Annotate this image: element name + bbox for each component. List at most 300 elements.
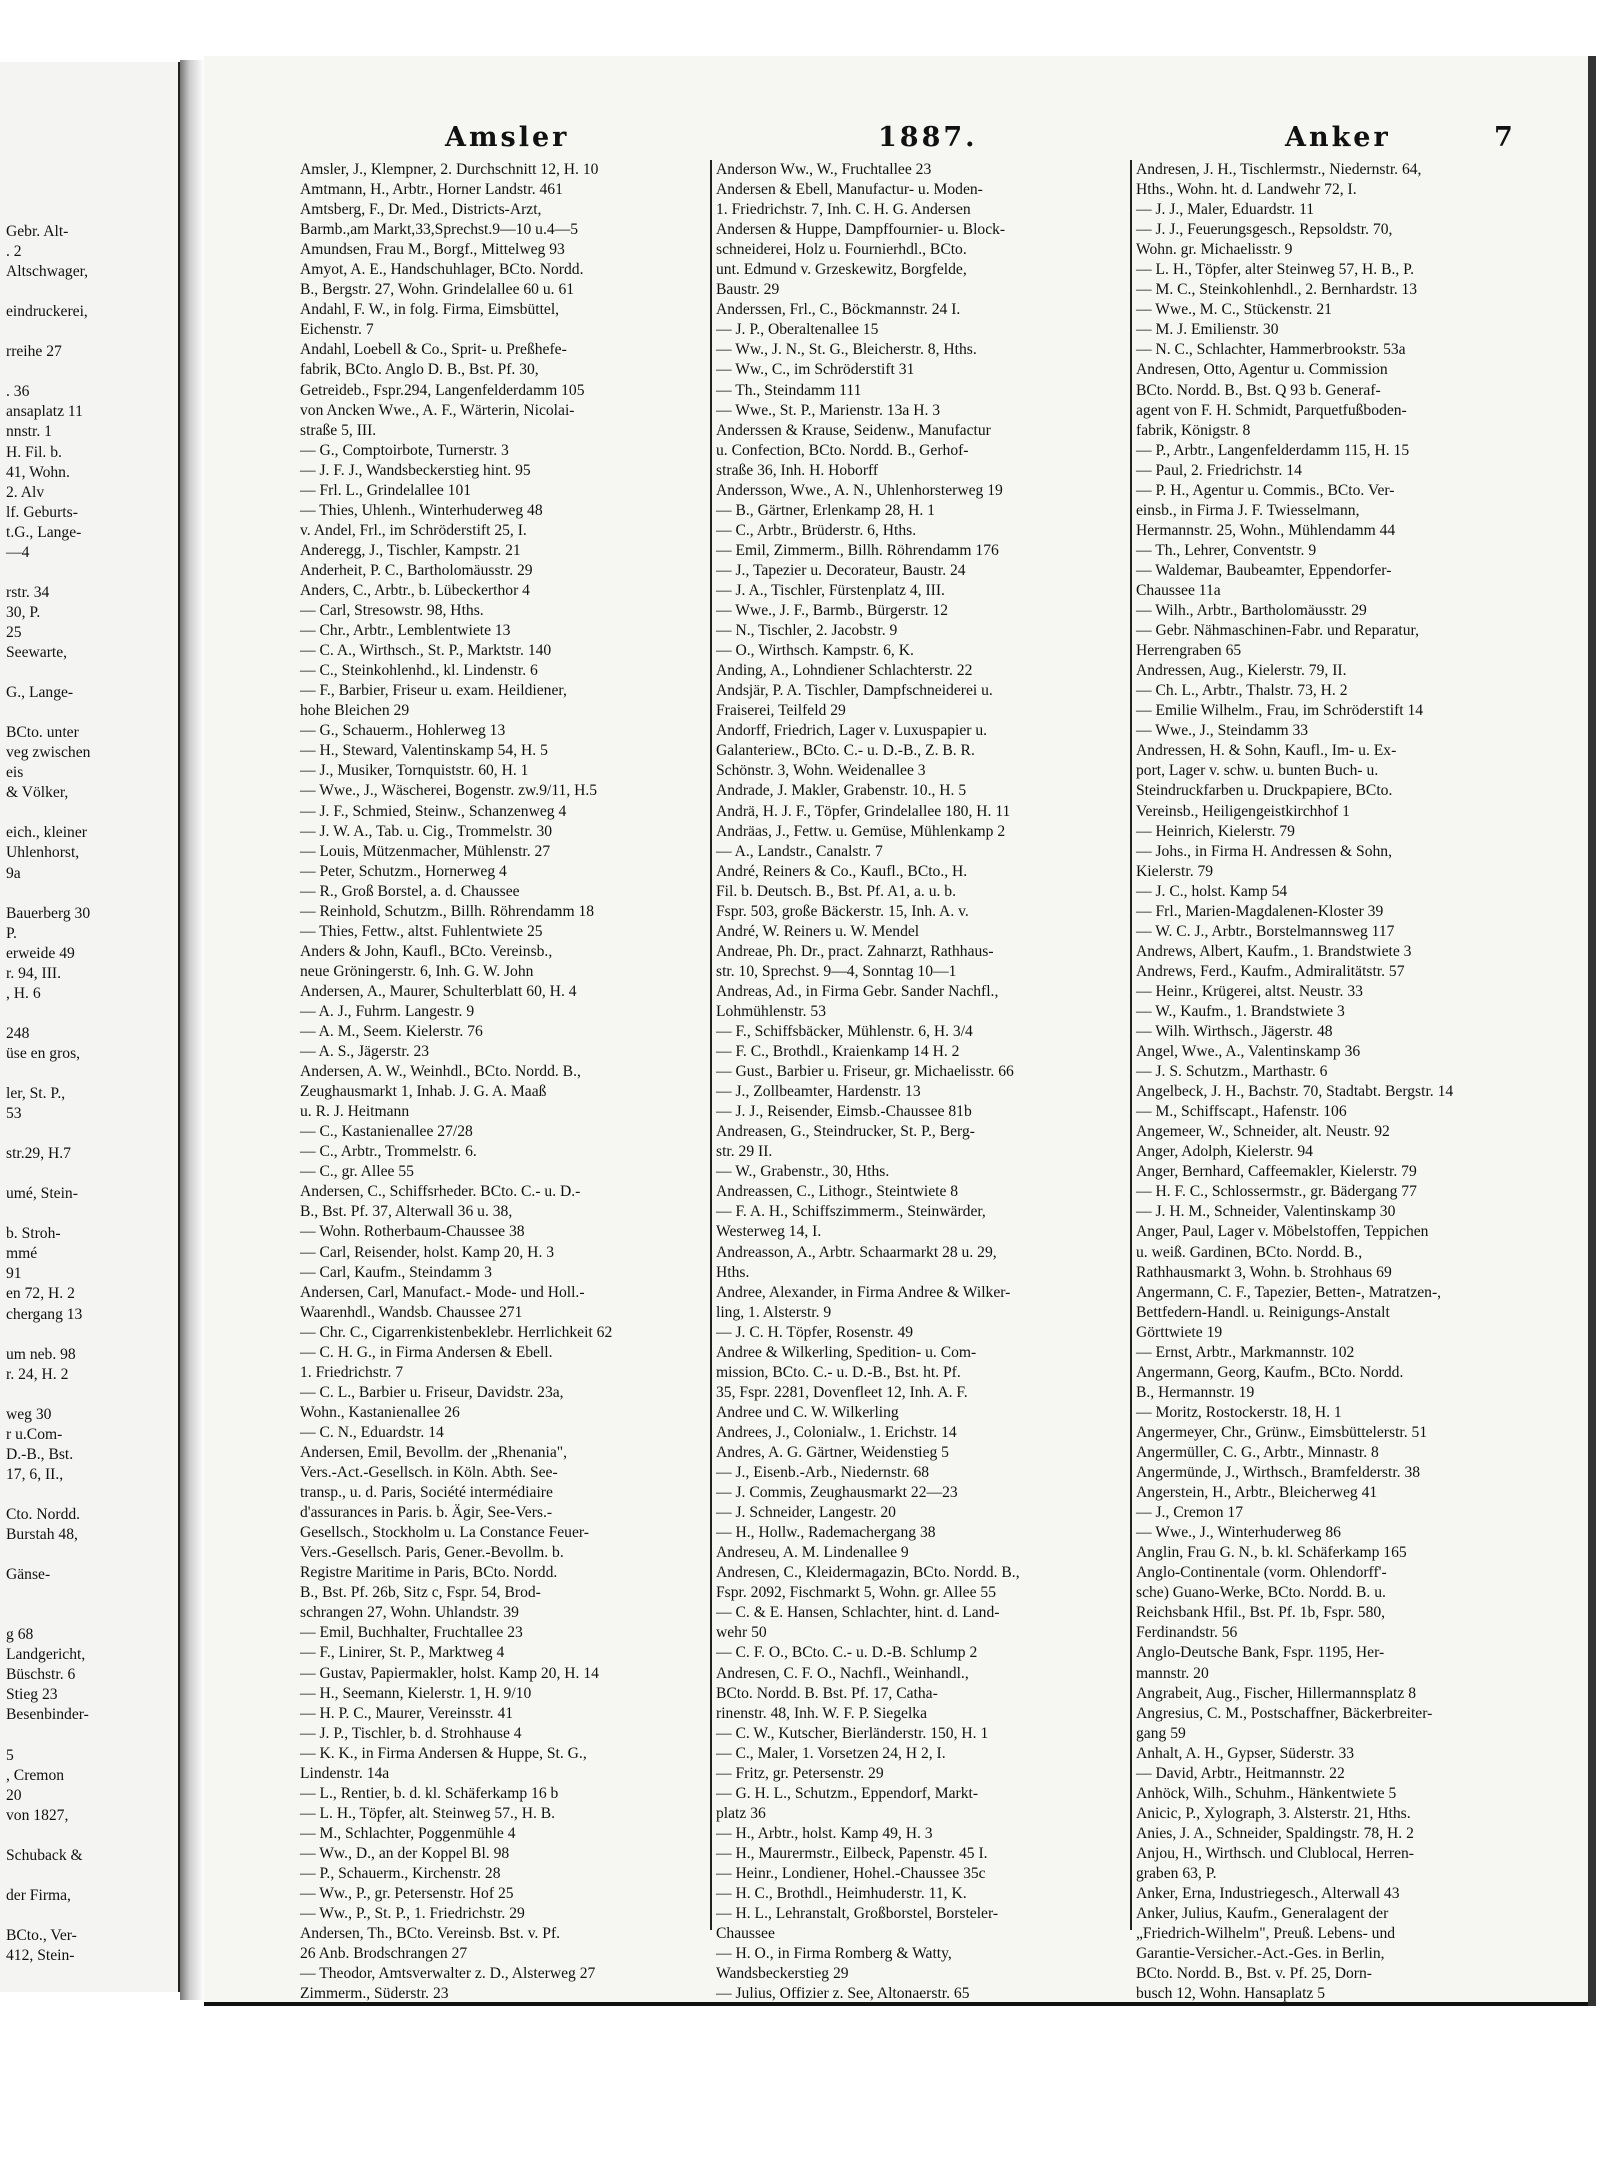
directory-column-2 — [716, 160, 1128, 2003]
column-rule-2 — [1130, 160, 1132, 1930]
directory-entry-line: — H., Maurermstr., Eilbeck, Papenstr. 45 I. — [716, 1844, 988, 1862]
directory-entry-line: Wohn. gr. Michaelisstr. 9 — [1136, 241, 1293, 259]
directory-entry-line: — A. J., Fuhrm. Langestr. 9 — [300, 1002, 475, 1020]
directory-column-1 — [300, 160, 712, 2003]
directory-entry-line: Angermann, Georg, Kaufm., BCto. Nordd. — [1136, 1363, 1404, 1381]
directory-entry-line: — Paul, 2. Friedrichstr. 14 — [1136, 461, 1302, 479]
fragment-line: eich., kleiner — [6, 824, 87, 842]
directory-entry-line: — J. Schneider, Langestr. 20 — [716, 1504, 896, 1522]
directory-entry-line: Angermeyer, Chr., Grünw., Eimsbüttelerstr. 51 — [1136, 1423, 1428, 1441]
directory-entry-line: — J. Commis, Zeughausmarkt 22—23 — [716, 1484, 958, 1502]
directory-entry-line: platz 36 — [716, 1804, 766, 1822]
directory-entry-line: — C. N., Eduardstr. 14 — [300, 1423, 444, 1441]
directory-entry-line: — B., Gärtner, Erlenkamp 28, H. 1 — [716, 501, 935, 519]
directory-entry-line: — M. J. Emilienstr. 30 — [1136, 321, 1279, 339]
directory-entry-line: Anders, C., Arbtr., b. Lübeckerthor 4 — [300, 581, 530, 599]
directory-entry-line: — Wilh. Wirthsch., Jägerstr. 48 — [1136, 1023, 1333, 1041]
directory-entry-line: „Friedrich-Wilhelm", Preuß. Lebens- und — [1136, 1925, 1396, 1943]
directory-entry-line: — Emil, Zimmerm., Billh. Röhrendamm 176 — [716, 541, 999, 559]
fragment-line: Stieg 23 — [6, 1686, 58, 1704]
directory-entry-line: — J. J., Feuerungsgesch., Repsoldstr. 70, — [1136, 221, 1393, 239]
directory-entry-line: — Louis, Mützenmacher, Mühlenstr. 27 — [300, 842, 551, 860]
fragment-line — [6, 1585, 176, 1605]
directory-entry-line: u. R. J. Heitmann — [300, 1103, 410, 1121]
directory-entry-line: — Fritz, gr. Petersenstr. 29 — [716, 1764, 884, 1782]
directory-entry-line: — P., Schauerm., Kirchenstr. 28 — [300, 1864, 501, 1882]
directory-entry-line: 1. Friedrichstr. 7, Inh. C. H. G. Andersen — [716, 201, 971, 219]
directory-entry-line: — Wohn. Rotherbaum-Chaussee 38 — [300, 1223, 525, 1241]
directory-entry-line: — Ww., D., an der Koppel Bl. 98 — [300, 1844, 510, 1862]
fragment-line: Seewarte, — [6, 643, 68, 661]
directory-entry-line: — C. & E. Hansen, Schlachter, hint. d. Land- — [716, 1604, 1000, 1622]
directory-entry-line: Wohn., Kastanienallee 26 — [300, 1403, 460, 1421]
directory-entry-line: Zimmerm., Süderstr. 23 — [300, 1985, 449, 2003]
directory-entry-line: — Wilh., Arbtr., Bartholomäusstr. 29 — [1136, 602, 1367, 620]
directory-entry-line: — Carl, Stresowstr. 98, Hths. — [300, 602, 484, 620]
directory-entry-line: — J. F., Schmied, Steinw., Schanzenweg 4 — [300, 802, 567, 820]
directory-entry-line: Anderegg, J., Tischler, Kampstr. 21 — [300, 541, 521, 559]
directory-column-3 — [1136, 160, 1548, 2003]
fragment-line: rreihe 27 — [6, 343, 62, 361]
directory-entry-line: Wandsbeckerstieg 29 — [716, 1965, 849, 1983]
directory-entry-line: — Gustav, Papiermakler, holst. Kamp 20, H. 14 — [300, 1664, 599, 1682]
directory-entry-line: Angrabeit, Aug., Fischer, Hillermannsplatz 8 — [1136, 1684, 1417, 1702]
directory-entry-line: Amtmann, H., Arbtr., Horner Landstr. 461 — [300, 181, 563, 199]
directory-entry-line: — H., Steward, Valentinskamp 54, H. 5 — [300, 742, 548, 760]
fragment-line — [6, 282, 176, 302]
directory-entry-line: — M., Schiffscapt., Hafenstr. 106 — [1136, 1103, 1347, 1121]
directory-entry-line: Vers.-Gesellsch. Paris, Gener.-Bevollm. b. — [300, 1544, 564, 1562]
fragment-line: mmé — [6, 1245, 38, 1263]
directory-entry-line: Angerstein, H., Arbtr., Bleicherweg 41 — [1136, 1484, 1378, 1502]
directory-entry-line: — P. H., Agentur u. Commis., BCto. Ver- — [1136, 481, 1395, 499]
fragment-line: lf. Geburts- — [6, 503, 78, 521]
directory-entry-line: — Heinr., Londiener, Hohel.-Chaussee 35c — [716, 1864, 986, 1882]
directory-entry-line: — L. H., Töpfer, alter Steinweg 57, H. B., P. — [1136, 261, 1415, 279]
page-edge — [1588, 56, 1596, 2006]
fragment-line: Besenbinder- — [6, 1706, 89, 1724]
directory-entry-line: 1. Friedrichstr. 7 — [300, 1363, 404, 1381]
directory-entry-line: — Gebr. Nähmaschinen-Fabr. und Reparatur, — [1136, 622, 1420, 640]
directory-entry-line: — W., Grabenstr., 30, Hths. — [716, 1163, 890, 1181]
directory-entry-line: Anies, J. A., Schneider, Spaldingstr. 78, H. 2 — [1136, 1824, 1414, 1842]
directory-entry-line: port, Lager v. schw. u. bunten Buch- u. — [1136, 762, 1379, 780]
directory-entry-line: — W., Kaufm., 1. Brandstwiete 3 — [1136, 1002, 1345, 1020]
fragment-line: Uhlenhorst, — [6, 844, 80, 862]
directory-entry-line: von Ancken Wwe., A. F., Wärterin, Nicolai- — [300, 401, 575, 419]
directory-entry-line: — R., Groß Borstel, a. d. Chaussee — [300, 882, 520, 900]
directory-entry-line: B., Bergstr. 27, Wohn. Grindelallee 60 u. 61 — [300, 281, 575, 299]
previous-page-fragment — [0, 62, 180, 1992]
directory-entry-line: Andersen, Th., BCto. Vereinsb. Bst. v. Pf. — [300, 1925, 561, 1943]
directory-entry-line: wehr 50 — [716, 1624, 767, 1642]
directory-entry-line: Andrä, H. J. F., Töpfer, Grindelallee 180, H. 11 — [716, 802, 1011, 820]
directory-entry-line: Vereinsb., Heiligengeistkirchhof 1 — [1136, 802, 1350, 820]
directory-entry-line: busch 12, Wohn. Hansaplatz 5 — [1136, 1985, 1326, 2003]
directory-entry-line: — Emil, Buchhalter, Fruchtallee 23 — [300, 1624, 523, 1642]
directory-entry-line: BCto. Nordd. B. Bst. Pf. 17, Catha- — [716, 1684, 938, 1702]
directory-entry-line: — H. P. C., Maurer, Vereinsstr. 41 — [300, 1704, 514, 1722]
directory-entry-line: Andresen, J. H., Tischlermstr., Niedernstr. 64, — [1136, 161, 1422, 178]
directory-entry-line: — M. C., Steinkohlenhdl., 2. Bernhardstr. 13 — [1136, 281, 1418, 299]
directory-entry-line: Andorff, Friedrich, Lager v. Luxuspapier u. — [716, 722, 988, 740]
fragment-line: ler, St. P., — [6, 1085, 66, 1103]
directory-entry-line: — Gust., Barbier u. Friseur, gr. Michaelisstr. 66 — [716, 1063, 1014, 1081]
directory-entry-line: Vers.-Act.-Gesellsch. in Köln. Abth. See- — [300, 1464, 558, 1482]
fragment-line: 5 — [6, 1746, 14, 1764]
directory-entry-line: Anderssen, Frl., C., Böckmannstr. 24 I. — [716, 301, 961, 319]
fragment-line: 20 — [6, 1786, 22, 1804]
directory-entry-line: Baustr. 29 — [716, 281, 780, 299]
directory-entry-line: — J. F. J., Wandsbeckerstieg hint. 95 — [300, 461, 531, 479]
directory-entry-line: 26 Anb. Brodschrangen 27 — [300, 1945, 468, 1963]
directory-entry-line: — Reinhold, Schutzm., Billh. Röhrendamm 18 — [300, 902, 595, 920]
fragment-line: 41, Wohn. — [6, 463, 70, 481]
fragment-line: r u.Com- — [6, 1425, 63, 1443]
fragment-line — [6, 1545, 176, 1565]
fragment-line — [6, 1204, 176, 1224]
directory-entry-line: Chaussee — [716, 1925, 775, 1943]
fragment-line — [6, 703, 176, 723]
directory-entry-line: Andsjär, P. A. Tischler, Dampfschneiderei u. — [716, 682, 993, 700]
directory-entry-line: — Ww., C., im Schröderstift 31 — [716, 361, 915, 379]
directory-entry-line: Andresen, C., Kleidermagazin, BCto. Nordd. B., — [716, 1564, 1020, 1582]
directory-entry-line: neue Gröningerstr. 6, Inh. G. W. John — [300, 962, 534, 980]
directory-entry-line: Fspr. 2092, Fischmarkt 5, Wohn. gr. Allee 55 — [716, 1584, 997, 1602]
directory-entry-line: — Heinrich, Kielerstr. 79 — [1136, 822, 1295, 840]
directory-entry-line: — Wwe., J., Steindamm 33 — [1136, 722, 1309, 740]
directory-entry-line: Andersen, A. W., Weinhdl., BCto. Nordd. B., — [300, 1063, 581, 1081]
directory-entry-line: — Wwe., St. P., Marienstr. 13a H. 3 — [716, 401, 941, 419]
directory-entry-line: — Frl., Marien-Magdalenen-Kloster 39 — [1136, 902, 1384, 920]
directory-entry-line: Zeughausmarkt 1, Inhab. J. G. A. Maaß — [300, 1083, 547, 1101]
fragment-line: r. 24, H. 2 — [6, 1365, 69, 1383]
directory-entry-line: straße 36, Inh. H. Hoborff — [716, 461, 879, 479]
directory-entry-line: — Wwe., J., Winterhuderweg 86 — [1136, 1524, 1341, 1542]
directory-entry-line: Anker, Julius, Kaufm., Generalagent der — [1136, 1905, 1389, 1923]
directory-entry-line: — A. M., Seem. Kielerstr. 76 — [300, 1023, 483, 1041]
directory-entry-line: Andreas, Ad., in Firma Gebr. Sander Nachfl., — [716, 982, 999, 1000]
directory-entry-line: Rathhausmarkt 3, Wohn. b. Strohhaus 69 — [1136, 1263, 1392, 1281]
directory-entry-line: u. weiß. Gardinen, BCto. Nordd. B., — [1136, 1243, 1363, 1261]
directory-entry-line: — L. H., Töpfer, alt. Steinweg 57., H. B. — [300, 1804, 556, 1822]
directory-entry-line: Steindruckfarben u. Druckpapiere, BCto. — [1136, 782, 1393, 800]
directory-entry-line: Andres, A. G. Gärtner, Weidenstieg 5 — [716, 1444, 949, 1461]
directory-entry-line: — W. C. J., Arbtr., Borstelmannsweg 117 — [1136, 922, 1395, 940]
directory-entry-line: André, W. Reiners u. W. Mendel — [716, 922, 920, 940]
directory-entry-line: — J., Cremon 17 — [1136, 1504, 1243, 1522]
directory-entry-line: v. Andel, Frl., im Schröderstift 25, I. — [300, 521, 527, 539]
directory-entry-line: Anders & John, Kaufl., BCto. Vereinsb., — [300, 942, 553, 960]
fragment-line: chergang 13 — [6, 1305, 83, 1323]
directory-entry-line: — J. C. H. Töpfer, Rosenstr. 49 — [716, 1323, 914, 1341]
fragment-line: Büschstr. 6 — [6, 1666, 76, 1684]
directory-entry-line: Andreassen, C., Lithogr., Steintwiete 8 — [716, 1183, 959, 1201]
page-number: 7 — [1494, 122, 1513, 153]
directory-entry-line: Andahl, F. W., in folg. Firma, Eimsbüttel, — [300, 301, 560, 319]
directory-entry-line: Hths. — [716, 1263, 750, 1281]
directory-entry-line: — N. C., Schlachter, Hammerbrookstr. 53a — [1136, 341, 1406, 359]
directory-entry-line: Angermann, C. F., Tapezier, Betten-, Matratzen-, — [1136, 1283, 1442, 1301]
directory-entry-line: Fraiserei, Teilfeld 29 — [716, 702, 846, 720]
directory-entry-line: Andersen, C., Schiffsrheder. BCto. C.- u. D.- — [300, 1183, 581, 1201]
fragment-line — [6, 1164, 176, 1184]
fragment-line: 9a — [6, 864, 21, 882]
directory-entry-line: Westerweg 14, I. — [716, 1223, 822, 1241]
fragment-line: 91 — [6, 1265, 22, 1283]
fragment-line: 30, P. — [6, 603, 41, 621]
directory-entry-line: — G., Comptoirbote, Turnerstr. 3 — [300, 441, 509, 459]
directory-entry-line: — Wwe., J. F., Barmb., Bürgerstr. 12 — [716, 602, 949, 620]
directory-entry-line: — Thies, Uhlenh., Winterhuderweg 48 — [300, 501, 543, 519]
fragment-line: 25 — [6, 623, 22, 641]
directory-entry-line: mission, BCto. C.- u. D.-B., Bst. ht. Pf. — [716, 1363, 961, 1381]
directory-entry-line: — C. W., Kutscher, Bierländerstr. 150, H. 1 — [716, 1724, 989, 1742]
directory-entry-line: Andree, Alexander, in Firma Andree & Wilker- — [716, 1283, 1011, 1301]
directory-entry-line: — J., Musiker, Tornquiststr. 60, H. 1 — [300, 762, 529, 780]
directory-entry-line: — J. P., Tischler, b. d. Strohhause 4 — [300, 1724, 522, 1742]
directory-entry-line: B., Bst. Pf. 26b, Sitz c, Fspr. 54, Brod- — [300, 1584, 541, 1602]
directory-entry-line: Andersson, Wwe., A. N., Uhlenhorsterweg 19 — [716, 481, 1003, 499]
directory-entry-line: Chaussee 11a — [1136, 581, 1221, 599]
directory-entry-line: Andersen, A., Maurer, Schulterblatt 60, H. 4 — [300, 982, 577, 1000]
directory-entry-line: Lindenstr. 14a — [300, 1764, 390, 1782]
directory-entry-line: Galanteriew., BCto. C.- u. D.-B., Z. B. R. — [716, 742, 975, 760]
directory-entry-line: Fil. b. Deutsch. B., Bst. Pf. A1, a. u. b. — [716, 882, 956, 900]
fragment-line: rstr. 34 — [6, 583, 50, 601]
directory-entry-line: Registre Maritime in Paris, BCto. Nordd. — [300, 1564, 558, 1582]
fragment-line: P. — [6, 924, 17, 942]
directory-entry-line: — Ww., P., St. P., 1. Friedrichstr. 29 — [300, 1905, 525, 1923]
fragment-line — [6, 1726, 176, 1746]
fragment-line — [6, 663, 176, 683]
directory-entry-line: Herrengraben 65 — [1136, 642, 1242, 660]
directory-entry-line: fabrik, Königstr. 8 — [1136, 421, 1251, 439]
book-gutter — [180, 60, 204, 2000]
directory-entry-line: Kielerstr. 79 — [1136, 862, 1214, 880]
fragment-line — [6, 1325, 176, 1345]
fragment-line — [6, 362, 176, 382]
fragment-line: eis — [6, 764, 24, 782]
directory-entry-line: Anger, Bernhard, Caffeemakler, Kielerstr. 79 — [1136, 1163, 1417, 1181]
directory-entry-line: — Th., Lehrer, Conventstr. 9 — [1136, 541, 1317, 559]
directory-entry-line: ling, 1. Alsterstr. 9 — [716, 1303, 832, 1321]
directory-entry-line: Getreideb., Fspr.294, Langenfelderdamm 105 — [300, 381, 585, 399]
directory-entry-line: — J., Eisenb.-Arb., Niedernstr. 68 — [716, 1464, 930, 1482]
directory-entry-line: Angresius, C. M., Postschaffner, Bäckerbreiter- — [1136, 1704, 1433, 1722]
directory-entry-line: agent von F. H. Schmidt, Parquetfußboden- — [1136, 401, 1407, 419]
directory-entry-line: straße 5, III. — [300, 421, 377, 439]
directory-entry-line: Andreae, Ph. Dr., pract. Zahnarzt, Rathhaus- — [716, 942, 994, 960]
directory-entry-line: Anger, Adolph, Kielerstr. 94 — [1136, 1143, 1313, 1161]
directory-entry-line: — P., Arbtr., Langenfelderdamm 115, H. 15 — [1136, 441, 1410, 459]
directory-entry-line: Amundsen, Frau M., Borgf., Mittelweg 93 — [300, 241, 565, 259]
fragment-line: . 36 — [6, 383, 30, 401]
fragment-line — [6, 563, 176, 583]
fragment-line: von 1827, — [6, 1806, 69, 1824]
fragment-line: 248 — [6, 1024, 30, 1042]
directory-entry-line: Angermünde, J., Wirthsch., Bramfelderstr. 38 — [1136, 1464, 1421, 1482]
directory-entry-line: BCto. Nordd. B., Bst. Q 93 b. Generaf- — [1136, 381, 1381, 399]
directory-entry-line: — Emilie Wilhelm., Frau, im Schröderstift 14 — [1136, 702, 1424, 720]
column-rule-1 — [710, 160, 712, 1930]
directory-entry-line: Angemeer, W., Schneider, alt. Neustr. 92 — [1136, 1123, 1390, 1141]
fragment-line: nnstr. 1 — [6, 423, 52, 441]
directory-entry-line: — F., Barbier, Friseur u. exam. Heildiener, — [300, 682, 567, 700]
directory-entry-line: mannstr. 20 — [1136, 1664, 1209, 1682]
fragment-line — [6, 1866, 176, 1886]
directory-entry-line: Bettfedern-Handl. u. Reinigungs-Anstalt — [1136, 1303, 1390, 1321]
directory-entry-line: Amtsberg, F., Dr. Med., Districts-Arzt, — [300, 201, 542, 219]
directory-entry-line: — J. J., Reisender, Eimsb.-Chaussee 81b — [716, 1103, 972, 1121]
directory-entry-line: — A., Landstr., Canalstr. 7 — [716, 842, 883, 860]
fragment-line: Altschwager, — [6, 263, 89, 281]
directory-entry-line: — H., Hollw., Rademachergang 38 — [716, 1524, 936, 1542]
directory-entry-line: Andresen, C. F. O., Nachfl., Weinhandl., — [716, 1664, 969, 1682]
fragment-line — [6, 322, 176, 342]
fragment-line: en 72, H. 2 — [6, 1285, 75, 1303]
directory-entry-line: — Julius, Offizier z. See, Altonaerstr. 65 — [716, 1985, 970, 2003]
directory-entry-line: — H., Arbtr., holst. Kamp 49, H. 3 — [716, 1824, 933, 1842]
directory-entry-line: graben 63, P. — [1136, 1864, 1217, 1882]
directory-entry-line: Andersen, Carl, Manufact.- Mode- und Holl.- — [300, 1283, 585, 1301]
directory-entry-line: — F., Linirer, St. P., Marktweg 4 — [300, 1644, 505, 1662]
directory-entry-line: schneiderei, Holz u. Fournierhdl., BCto. — [716, 241, 967, 259]
fragment-line: 2. Alv — [6, 483, 45, 501]
fragment-line — [6, 1485, 176, 1505]
directory-entry-line: Anding, A., Lohndiener Schlachterstr. 22 — [716, 662, 973, 680]
directory-entry-line: Anjou, H., Wirthsch. und Clublocal, Herren- — [1136, 1844, 1414, 1862]
fragment-line: üse en gros, — [6, 1044, 81, 1062]
fragment-line: 17, 6, II., — [6, 1465, 64, 1483]
fragment-line: Gebr. Alt- — [6, 223, 69, 240]
directory-entry-line: — H. F. C., Schlossermstr., gr. Bädergang 77 — [1136, 1183, 1417, 1201]
fragment-line: Gänse- — [6, 1566, 51, 1584]
directory-entry-line: Andrees, J., Colonialw., 1. Erichstr. 14 — [716, 1423, 957, 1441]
directory-entry-line: Anhalt, A. H., Gypser, Süderstr. 33 — [1136, 1744, 1355, 1762]
fragment-line: Schuback & — [6, 1846, 83, 1864]
fragment-line — [6, 1064, 176, 1084]
directory-entry-line: — Johs., in Firma H. Andressen & Sohn, — [1136, 842, 1393, 860]
directory-entry-line: Anker, Erna, Industriegesch., Alterwall 43 — [1136, 1885, 1400, 1903]
directory-entry-line: — Wwe., M. C., Stückenstr. 21 — [1136, 301, 1332, 319]
directory-entry-line: — C. L., Barbier u. Friseur, Davidstr. 23a, — [300, 1383, 564, 1401]
directory-entry-line: Angel, Wwe., A., Valentinskamp 36 — [1136, 1043, 1361, 1061]
fragment-line: r. 94, III. — [6, 964, 61, 982]
directory-entry-line: BCto. Nordd. B., Bst. v. Pf. 25, Dorn- — [1136, 1965, 1372, 1983]
fragment-line: 412, Stein- — [6, 1947, 75, 1965]
directory-entry-line: — G. H. L., Schutzm., Eppendorf, Markt- — [716, 1784, 979, 1802]
directory-entry-line: B., Bst. Pf. 37, Alterwall 36 u. 38, — [300, 1203, 513, 1221]
running-head-year: 1887. — [878, 122, 978, 153]
directory-entry-line: str. 10, Sprechst. 9—4, Sonntag 10—1 — [716, 962, 957, 980]
directory-entry-line: sche) Guano-Werke, BCto. Nordd. B. u. — [1136, 1584, 1386, 1602]
directory-entry-line: — M., Schlachter, Poggenmühle 4 — [300, 1824, 516, 1842]
directory-entry-line: — C. H. G., in Firma Andersen & Ebell. — [300, 1343, 553, 1361]
directory-entry-line: Anger, Paul, Lager v. Möbelstoffen, Teppichen — [1136, 1223, 1429, 1241]
directory-entry-line: — Theodor, Amtsverwalter z. D., Alsterweg 27 — [300, 1965, 596, 1983]
directory-entry-line: — Peter, Schutzm., Hornerweg 4 — [300, 862, 507, 880]
fragment-line: umé, Stein- — [6, 1185, 78, 1203]
fragment-line: ansaplatz 11 — [6, 403, 83, 421]
directory-entry-line: — Heinr., Krügerei, altst. Neustr. 33 — [1136, 982, 1363, 1000]
directory-entry-line: — C., gr. Allee 55 — [300, 1163, 414, 1181]
directory-entry-line: Hermannstr. 25, Wohn., Mühlendamm 44 — [1136, 521, 1396, 539]
directory-entry-line: rinenstr. 48, Inh. W. F. P. Siegelka — [716, 1704, 928, 1722]
fragment-line: um neb. 98 — [6, 1345, 76, 1363]
directory-entry-line: — J., Zollbeamter, Hardenstr. 13 — [716, 1083, 921, 1101]
fragment-line: . 2 — [6, 243, 22, 261]
directory-entry-line: Fspr. 503, große Bäckerstr. 15, Inh. A. v. — [716, 902, 969, 920]
directory-entry-line: Gesellsch., Stockholm u. La Constance Feuer- — [300, 1524, 589, 1542]
directory-entry-line: — C., Arbtr., Trommelstr. 6. — [300, 1143, 477, 1161]
directory-entry-line: Angelbeck, J. H., Bachstr. 70, Stadtabt. Bergstr. 14 — [1136, 1083, 1454, 1101]
fragment-line: veg zwischen — [6, 744, 91, 762]
directory-entry-line: Anderheit, P. C., Bartholomäusstr. 29 — [300, 561, 533, 579]
directory-entry-line: Anglo-Deutsche Bank, Fspr. 1195, Her- — [1136, 1644, 1385, 1662]
directory-entry-line: Andrews, Albert, Kaufm., 1. Brandstwiete 3 — [1136, 942, 1412, 960]
running-head-right: Anker — [1285, 122, 1391, 153]
directory-entry-line: unt. Edmund v. Grzeskewitz, Borgfelde, — [716, 261, 967, 279]
previous-page-text — [6, 222, 176, 1966]
directory-entry-line: Andree und C. W. Wilkerling — [716, 1403, 899, 1421]
directory-entry-line: — Ww., J. N., St. G., Bleicherstr. 8, Hths. — [716, 341, 977, 359]
directory-entry-line: u. Confection, BCto. Nordd. B., Gerhof- — [716, 441, 969, 459]
directory-entry-line: Lohmühlenstr. 53 — [716, 1002, 827, 1020]
directory-entry-line: — C., Maler, 1. Vorsetzen 24, H 2, I. — [716, 1744, 946, 1762]
fragment-line: weg 30 — [6, 1405, 52, 1423]
directory-entry-line: — J. P., Oberaltenallee 15 — [716, 321, 879, 339]
directory-entry-line: Amsler, J., Klempner, 2. Durchschnitt 12, H. 10 — [300, 161, 599, 178]
fragment-line: Landgericht, — [6, 1646, 86, 1664]
directory-entry-line: — Thies, Fettw., altst. Fuhlentwiete 25 — [300, 922, 543, 940]
directory-entry-line: — C., Arbtr., Brüderstr. 6, Hths. — [716, 521, 917, 539]
directory-entry-line: Görttwiete 19 — [1136, 1323, 1223, 1341]
running-head-left: Amsler — [445, 122, 570, 153]
directory-entry-line: — Chr., Arbtr., Lemblentwiete 13 — [300, 622, 511, 640]
fragment-line: der Firma, — [6, 1886, 71, 1904]
directory-entry-line: Anderson Ww., W., Fruchtallee 23 — [716, 161, 932, 178]
directory-entry-line: André, Reiners & Co., Kaufl., BCto., H. — [716, 862, 968, 880]
fragment-line: & Völker, — [6, 784, 69, 802]
fragment-line: t.G., Lange- — [6, 523, 82, 541]
directory-entry-line: — G., Schauerm., Hohlerweg 13 — [300, 722, 506, 740]
fragment-line: Cto. Nordd. — [6, 1506, 81, 1523]
directory-entry-line: — J. W. A., Tab. u. Cig., Trommelstr. 30 — [300, 822, 553, 840]
fragment-line: —4 — [6, 543, 30, 561]
fragment-line — [6, 1385, 176, 1405]
directory-entry-line: Andressen, H. & Sohn, Kaufl., Im- u. Ex- — [1136, 742, 1397, 760]
directory-entry-line: — F., Schiffsbäcker, Mühlenstr. 6, H. 3/4 — [716, 1023, 973, 1041]
directory-entry-line: — Ww., P., gr. Petersenstr. Hof 25 — [300, 1885, 514, 1903]
directory-entry-line: einsb., in Firma J. F. Twiesselmann, — [1136, 501, 1360, 519]
directory-entry-line: Reichsbank Hfil., Bst. Pf. 1b, Fspr. 580, — [1136, 1604, 1386, 1622]
directory-entry-line: hohe Bleichen 29 — [300, 702, 410, 720]
directory-entry-line: — C. F. O., BCto. C.- u. D.-B. Schlump 2 — [716, 1644, 978, 1662]
fragment-line: 53 — [6, 1105, 22, 1123]
directory-entry-line: Andersen & Huppe, Dampffournier- u. Block- — [716, 221, 1006, 239]
directory-entry-line: Angermüller, C. G., Arbtr., Minnastr. 8 — [1136, 1444, 1379, 1461]
fragment-line: D.-B., Bst. — [6, 1445, 74, 1463]
directory-entry-line: Anhöck, Wilh., Schuhm., Hänkentwiete 5 — [1136, 1784, 1397, 1802]
fragment-line — [6, 1605, 176, 1625]
directory-entry-line: Anglo-Continentale (vorm. Ohlendorff'- — [1136, 1564, 1387, 1582]
directory-entry-line: — Ernst, Arbtr., Markmannstr. 102 — [1136, 1343, 1355, 1361]
directory-entry-line: Anglin, Frau G. N., b. kl. Schäferkamp 165 — [1136, 1544, 1407, 1562]
directory-entry-line: — Frl. L., Grindelallee 101 — [300, 481, 472, 499]
directory-entry-line: — F. C., Brothdl., Kraienkamp 14 H. 2 — [716, 1043, 960, 1061]
fragment-line: g 68 — [6, 1626, 34, 1644]
